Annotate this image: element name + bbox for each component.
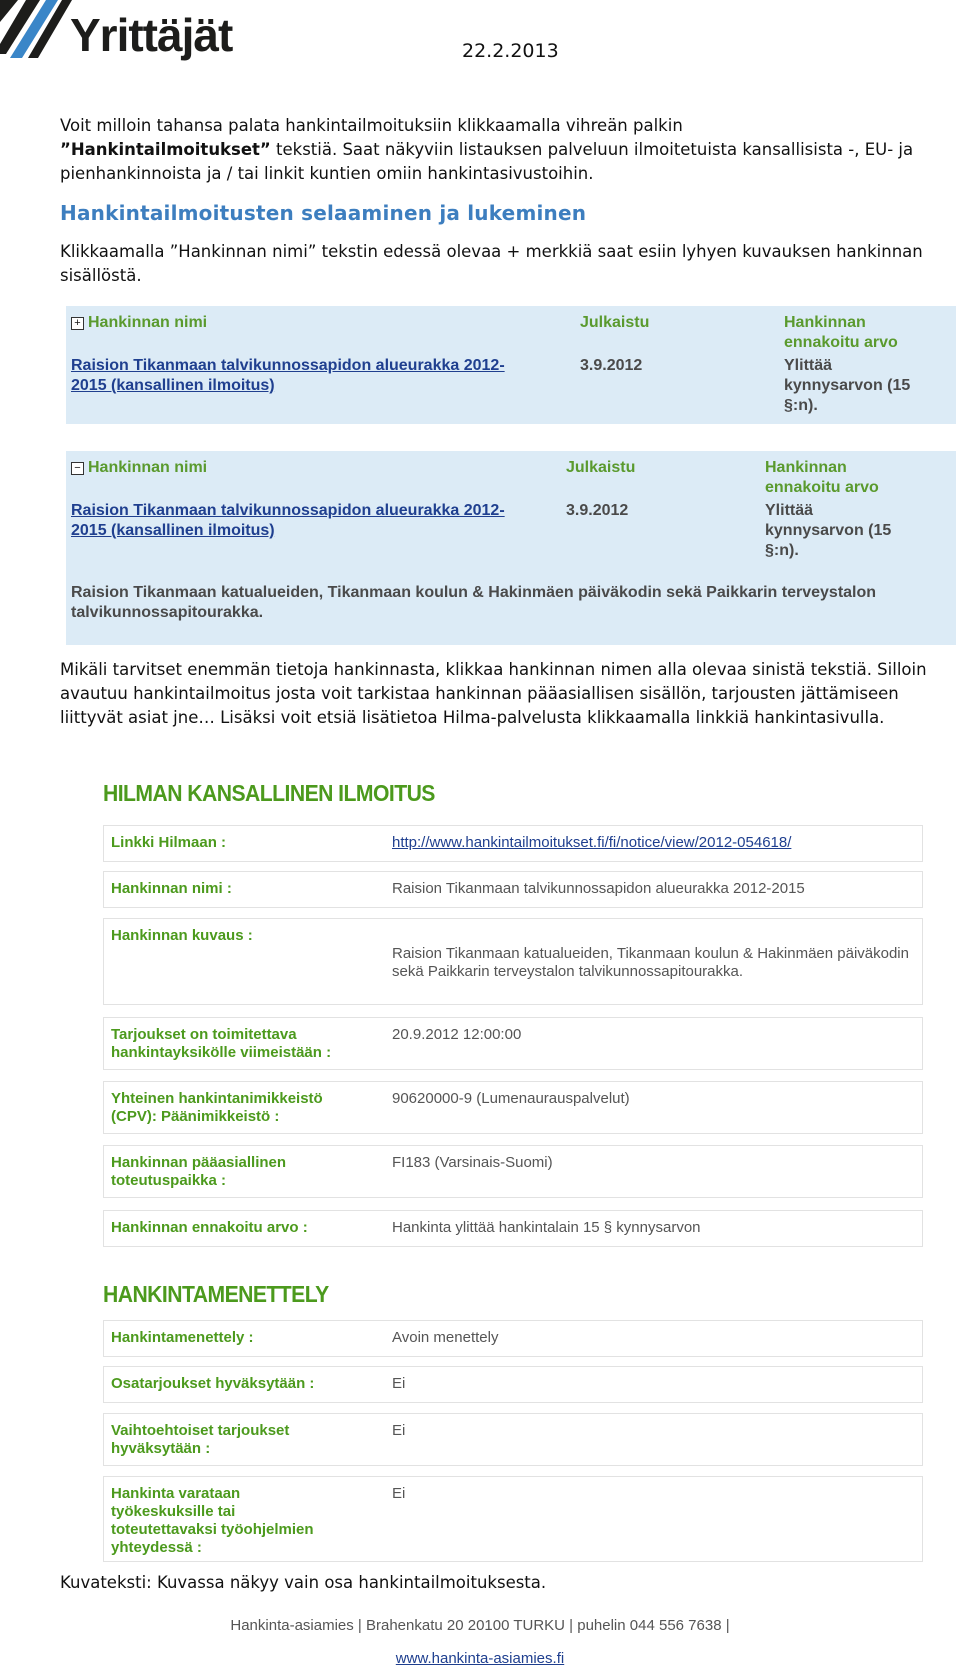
col-header-name[interactable]: − Hankinnan nimi [71, 458, 207, 478]
listing-item-date: 3.9.2012 [566, 502, 629, 519]
row-label: Linkki Hilmaan : [111, 834, 227, 851]
row-value: Hankinta ylittää hankintalain 15 § kynnysarvon [392, 1219, 701, 1236]
logo-wordmark: Yrittäjät [70, 9, 233, 61]
row-label: Vaihtoehtoiset tarjoukset hyväksytään : [111, 1422, 290, 1457]
col-header-value: Hankinnan ennakoitu arvo [765, 459, 879, 496]
footer-address: Hankinta-asiamies | Brahenkatu 20 20100 TURKU | puhelin 044 556 7638 | [230, 1617, 730, 1634]
row-value: 90620000-9 (Lumenaurauspalvelut) [392, 1090, 630, 1107]
more-info-paragraph: Mikäli tarvitset enemmän tietoja hankinnasta, klikkaa hankinnan nimen alla olevaa sinistä tekstiä. Silloin avautuu hankintailmoitus josta voit tarkistaa hankinnan pääasiallisen sisällön, tarjousten jättämiseen liittyvät asiat jne… Lisäksi voit etsiä lisätietoa Hilma-palvelusta klikkaamalla linkkiä hankintasivulla. [60, 660, 927, 727]
intro-bold-term: ”Hankintailmoitukset” [60, 140, 271, 159]
row-value: Avoin menettely [392, 1329, 499, 1346]
footer-website-link[interactable]: www.hankinta-asiamies.fi [395, 1650, 565, 1667]
listing-item-link[interactable]: Raision Tikanmaan talvikunnossapidon alueurakka 2012- 2015 (kansallinen ilmoitus) [71, 502, 505, 539]
notice-row-deadline [103, 1017, 923, 1070]
row-value: Ei [392, 1375, 406, 1392]
col-header-value: Hankinnan ennakoitu arvo [784, 314, 898, 351]
intro-paragraph [60, 114, 940, 186]
procedure-row-partial [103, 1366, 923, 1403]
listing-item-date: 3.9.2012 [580, 357, 643, 374]
row-label: Hankinnan ennakoitu arvo : [111, 1219, 308, 1236]
row-value: 20.9.2012 12:00:00 [392, 1026, 522, 1043]
section-heading: Hankintailmoitusten selaaminen ja lukeminen [60, 201, 587, 225]
intro-rest: tekstiä. Saat näkyviin listauksen palveluun ilmoitetuista kansallisista -, EU- ja pienhankinnoista ja / tai linkit kuntien omiin hankintasivustoihin. [60, 140, 914, 183]
notice-title: HILMAN KANSALLINEN ILMOITUS [103, 780, 435, 806]
row-value: Ei [392, 1485, 406, 1502]
listing-panel-collapsed [66, 306, 956, 424]
col-header-published: Julkaistu [580, 314, 650, 331]
listing-item-link[interactable]: Raision Tikanmaan talvikunnossapidon alueurakka 2012- 2015 (kansallinen ilmoitus) [71, 357, 505, 394]
row-value: Ei [392, 1422, 406, 1439]
listing-item-value: Ylittää kynnysarvon (15 §:n). [765, 502, 892, 559]
row-label: Hankinnan kuvaus : [111, 927, 253, 944]
procedure-row-alternatives [103, 1413, 923, 1466]
expand-plus-icon[interactable]: + [71, 317, 84, 330]
notice-row-link [103, 825, 923, 862]
notice-row-name [103, 871, 923, 908]
listing-panel-expanded [66, 451, 956, 645]
row-label: Hankinnan pääasiallinen toteutuspaikka : [111, 1154, 287, 1189]
procedure-title: HANKINTAMENETTELY [103, 1281, 329, 1307]
hilma-link[interactable]: http://www.hankintailmoitukset.fi/fi/notice/view/2012-054618/ [392, 834, 792, 851]
document-date: 22.2.2013 [462, 40, 559, 62]
col-header-name[interactable]: + Hankinnan nimi [71, 313, 207, 333]
row-label: Yhteinen hankintanimikkeistö (CPV): Päänimikkeistö : [111, 1090, 323, 1125]
row-label: Osatarjoukset hyväksytään : [111, 1375, 315, 1392]
row-label: Hankinnan nimi : [111, 880, 232, 897]
image-caption: Kuvateksti: Kuvassa näkyy vain osa hankintailmoituksesta. [60, 1573, 547, 1592]
yrittajat-logo [0, 0, 260, 72]
notice-row-cpv [103, 1081, 923, 1134]
procedure-row-reserved [103, 1476, 923, 1562]
intro-line1: Voit milloin tahansa palata hankintailmoituksiin klikkaamalla vihreän palkin [60, 116, 683, 135]
procedure-row-method [103, 1320, 923, 1357]
collapse-minus-icon[interactable]: − [71, 462, 84, 475]
row-label: Hankintamenettely : [111, 1329, 254, 1346]
notice-row-location [103, 1145, 923, 1198]
notice-row-description [103, 918, 923, 1005]
row-label: Hankinta varataan työkeskuksille tai toteutettavaksi työohjelmien yhteydessä : [111, 1485, 314, 1556]
row-label: Tarjoukset on toimitettava hankintayksikölle viimeistään : [111, 1026, 332, 1061]
logo-stripes-icon [0, 0, 72, 62]
expand-paragraph: Klikkaamalla ”Hankinnan nimi” tekstin edessä olevaa + merkkiä saat esiin lyhyen kuvauksen hankinnan sisällöstä. [60, 242, 923, 285]
row-value: FI183 (Varsinais-Suomi) [392, 1154, 553, 1171]
listing-item-description: Raision Tikanmaan katualueiden, Tikanmaan koulun & Hakinmäen päiväkodin sekä Paikkarin terveystalon talvikunnossapitourakka. [71, 584, 877, 621]
row-value: Raision Tikanmaan katualueiden, Tikanmaan koulun & Hakinmäen päiväkodin sekä Paikkarin terveystalon talvikunnossapitourakka. [392, 945, 909, 980]
row-value: Raision Tikanmaan talvikunnossapidon alueurakka 2012-2015 [392, 880, 805, 897]
notice-row-value [103, 1210, 923, 1247]
col-header-published: Julkaistu [566, 459, 636, 476]
listing-item-value: Ylittää kynnysarvon (15 §:n). [784, 357, 911, 414]
